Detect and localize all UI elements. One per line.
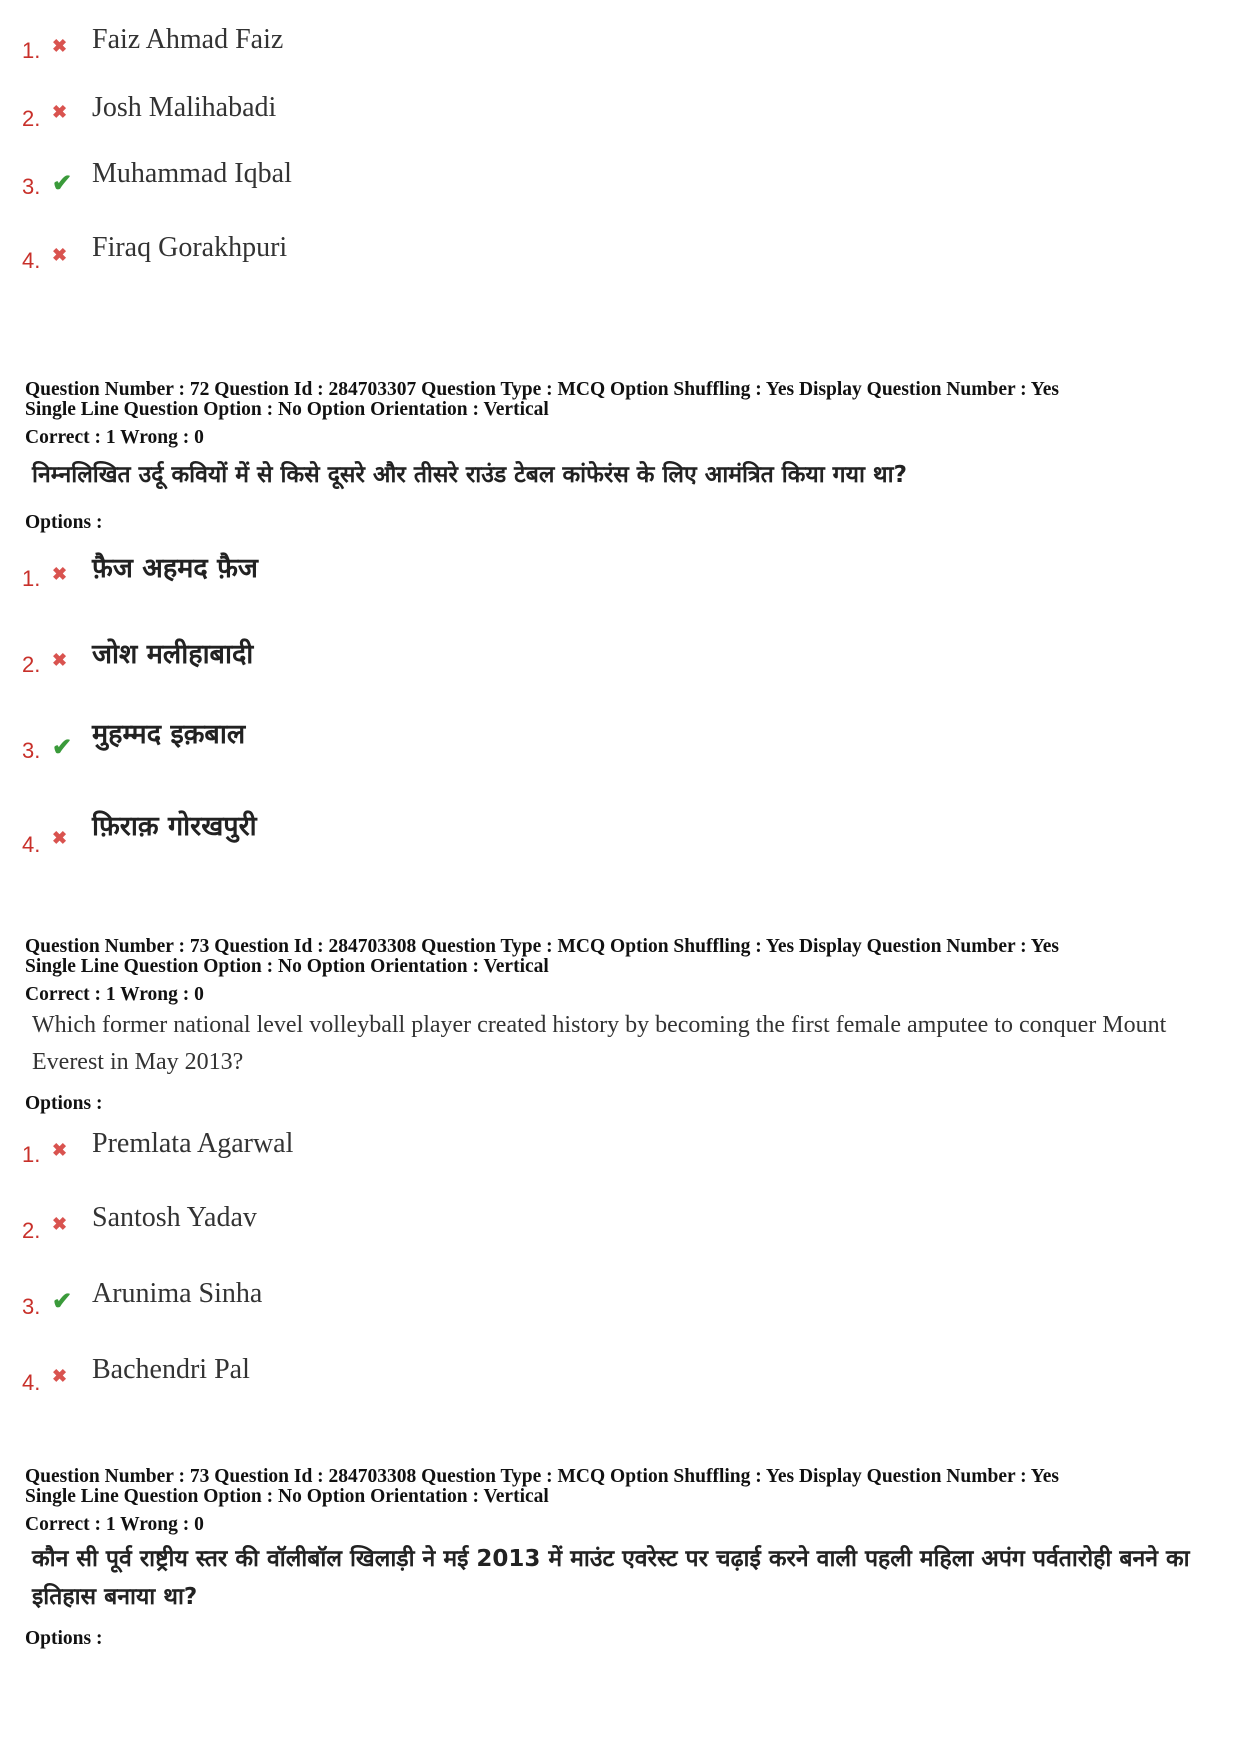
question-text: कौन सी पूर्व राष्ट्रीय स्तर की वॉलीबॉल खिलाड़ी ने मई 2013 में माउंट एवरेस्ट पर चढ़ाई करने वाली पहली महिला अपंग पर्वतारोही बनने का इतिहास बनाया था? xyxy=(32,1546,1190,1610)
option-text: फ़ैज अहमद फ़ैज xyxy=(92,553,258,584)
options-label: Options : xyxy=(25,512,103,533)
option-number: 2. xyxy=(22,1218,41,1243)
option-number: 4. xyxy=(22,832,41,857)
check-icon: ✔ xyxy=(52,732,73,761)
option-number: 3. xyxy=(22,174,41,199)
cross-icon: ✖ xyxy=(52,102,68,123)
cross-icon: ✖ xyxy=(52,1366,68,1387)
option-number: 2. xyxy=(22,652,41,677)
option-text: मुहम्मद इक़बाल xyxy=(92,719,246,750)
option-text: Arunima Sinha xyxy=(92,1278,263,1309)
question-text: Which former national level volleyball player created history by becoming the first female amputee to conquer Mount Everest in May 2013? xyxy=(32,1012,1167,1075)
question-meta-line2: Single Line Question Option : No Option Orientation : Vertical xyxy=(25,956,549,977)
option-number: 3. xyxy=(22,738,41,763)
cross-icon: ✖ xyxy=(52,245,68,266)
option-number: 4. xyxy=(22,1370,41,1395)
option-text: Premlata Agarwal xyxy=(92,1128,294,1159)
question-meta-line2: Single Line Question Option : No Option Orientation : Vertical xyxy=(25,1486,549,1507)
options-label: Options : xyxy=(25,1093,103,1114)
option-number: 2. xyxy=(22,106,41,131)
option-text: Firaq Gorakhpuri xyxy=(92,232,288,263)
option-number: 1. xyxy=(22,38,41,63)
cross-icon: ✖ xyxy=(52,36,68,57)
cross-icon: ✖ xyxy=(52,1140,68,1161)
option-text: Santosh Yadav xyxy=(92,1202,257,1233)
question-marks: Correct : 1 Wrong : 0 xyxy=(25,984,204,1005)
question-marks: Correct : 1 Wrong : 0 xyxy=(25,427,204,448)
cross-icon: ✖ xyxy=(52,828,68,849)
question-meta-line1: Question Number : 72 Question Id : 284703307 Question Type : MCQ Option Shuffling : Yes Display Question Number : Yes xyxy=(25,379,1059,400)
option-text: Bachendri Pal xyxy=(92,1354,250,1385)
option-text: Faiz Ahmad Faiz xyxy=(92,24,284,55)
option-text: Muhammad Iqbal xyxy=(92,158,292,189)
option-number: 1. xyxy=(22,566,41,591)
question-meta-line1: Question Number : 73 Question Id : 284703308 Question Type : MCQ Option Shuffling : Yes Display Question Number : Yes xyxy=(25,1466,1059,1487)
option-number: 1. xyxy=(22,1142,41,1167)
option-text: जोश मलीहाबादी xyxy=(92,639,254,670)
question-text: निम्नलिखित उर्दू कवियों में से किसे दूसरे और तीसरे राउंड टेबल कांफेरंस के लिए आमंत्रित किया गया था? xyxy=(32,462,907,488)
check-icon: ✔ xyxy=(52,1286,73,1315)
options-label: Options : xyxy=(25,1628,103,1649)
option-text: फ़िराक़ गोरखपुरी xyxy=(92,811,257,842)
cross-icon: ✖ xyxy=(52,564,68,585)
cross-icon: ✖ xyxy=(52,650,68,671)
cross-icon: ✖ xyxy=(52,1214,68,1235)
check-icon: ✔ xyxy=(52,168,73,197)
question-meta-line1: Question Number : 73 Question Id : 284703308 Question Type : MCQ Option Shuffling : Yes Display Question Number : Yes xyxy=(25,936,1059,957)
option-text: Josh Malihabadi xyxy=(92,92,277,123)
option-number: 4. xyxy=(22,248,41,273)
question-marks: Correct : 1 Wrong : 0 xyxy=(25,1514,204,1535)
option-number: 3. xyxy=(22,1294,41,1319)
question-meta-line2: Single Line Question Option : No Option Orientation : Vertical xyxy=(25,399,549,420)
